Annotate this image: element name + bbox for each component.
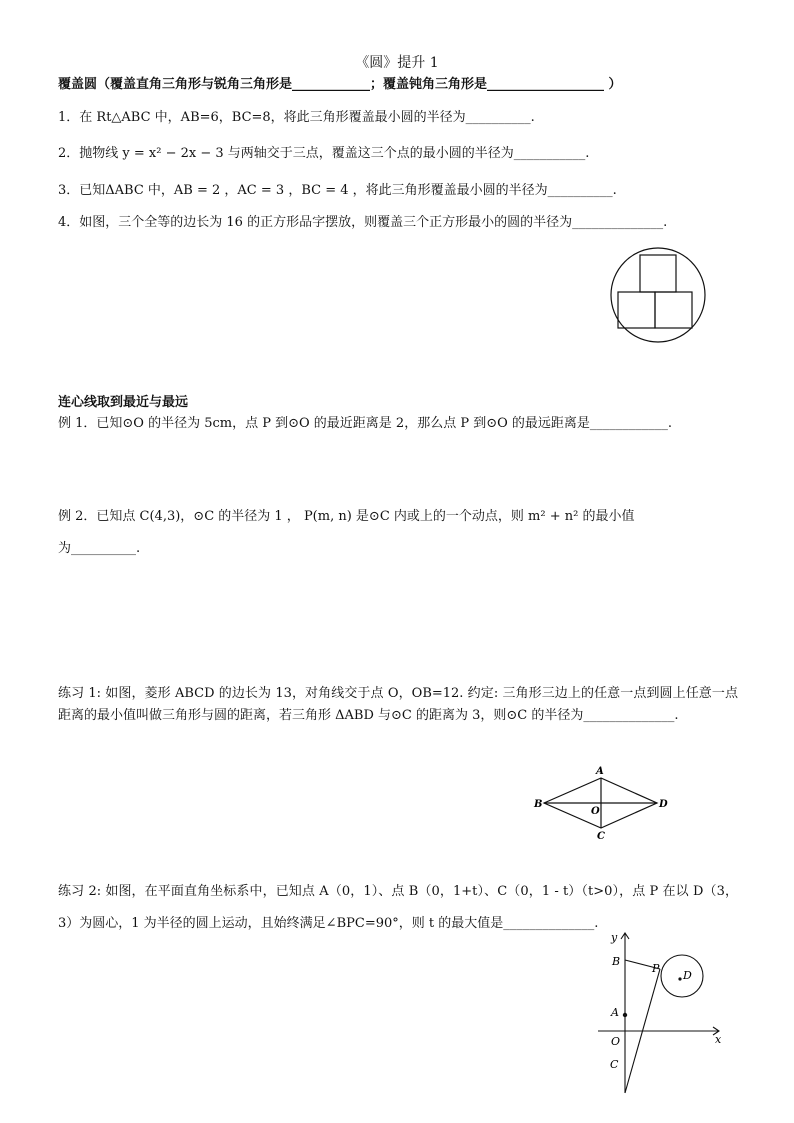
point-a-dot <box>623 1013 627 1017</box>
section-cover-circle: 覆盖圆（覆盖直角三角形与锐角三角形是____________；覆盖钝角三角形是__________________ ） <box>58 77 622 92</box>
section-line-of-centers: 连心线取到最近与最远 <box>58 395 189 410</box>
label-b: B <box>534 799 543 810</box>
label-c: C <box>610 1058 619 1071</box>
practice-2: 练习 2: 如图，在平面直角坐标系中，已知点 A（0，1）、点 B（0，1+t）、C（0，1 - t）（t>0），点 P 在以 D（3，3）为圆心，1 为半径的圆上运动，且始终满足∠BPC=90°，则 t 的最大值是______________. <box>58 884 738 931</box>
coordinate-figure <box>596 925 730 1097</box>
label-d: D <box>659 799 668 810</box>
problem-2: 2．抛物线 y = x² − 2x − 3 与两轴交于三点，覆盖这三个点的最小圆的半径为___________. <box>58 146 590 161</box>
example-1: 例 1．已知⊙O 的半径为 5cm，点 P 到⊙O 的最近距离是 2，那么点 P 到⊙O 的最远距离是____________. <box>58 416 673 431</box>
label-a: A <box>596 766 604 777</box>
label-o: O <box>611 1035 621 1048</box>
label-o: O <box>591 806 600 817</box>
label-a: A <box>611 1006 619 1019</box>
problem-1: 1．在 Rt△ABC 中，AB=6，BC=8，将此三角形覆盖最小圆的半径为__________. <box>58 110 535 125</box>
squares-circle-figure <box>604 245 714 345</box>
label-x: x <box>715 1033 722 1046</box>
label-p: P <box>652 962 660 975</box>
label-c: C <box>597 831 605 842</box>
bottom-right-square <box>655 292 692 328</box>
problem-3: 3．已知ΔABC 中，AB = 2 ，AC = 3 ，BC = 4 ，将此三角形覆盖最小圆的半径为__________. <box>58 183 617 198</box>
practice-1: 练习 1: 如图，菱形 ABCD 的边长为 13，对角线交于点 O，OB=12. 约定: 三角形三边上的任意一点到圆上任意一点距离的最小值叫做三角形与圆的距离，若三角形 ΔABD 与⊙C 的距离为 3，则⊙C 的半径为______________. <box>58 686 738 723</box>
problem-4: 4．如图，三个全等的边长为 16 的正方形品字摆放，则覆盖三个正方形最小的圆的半径为______________. <box>58 215 668 230</box>
example-2-line1: 例 2．已知点 C(4,3)，⊙C 的半径为 1 ， P(m, n) 是⊙C 内或上的一个动点，则 m² + n² 的最小值 <box>58 509 635 524</box>
label-y: y <box>611 931 618 944</box>
circle-d <box>661 955 703 997</box>
rhombus-figure <box>530 762 670 842</box>
center-d-dot <box>678 977 681 980</box>
label-d: D <box>683 969 692 982</box>
bottom-left-square <box>618 292 655 328</box>
example-2-line2: 为__________. <box>58 541 141 556</box>
top-square <box>640 255 676 292</box>
page-title: 《圆》提升 1 <box>355 55 439 71</box>
label-b: B <box>612 955 621 968</box>
